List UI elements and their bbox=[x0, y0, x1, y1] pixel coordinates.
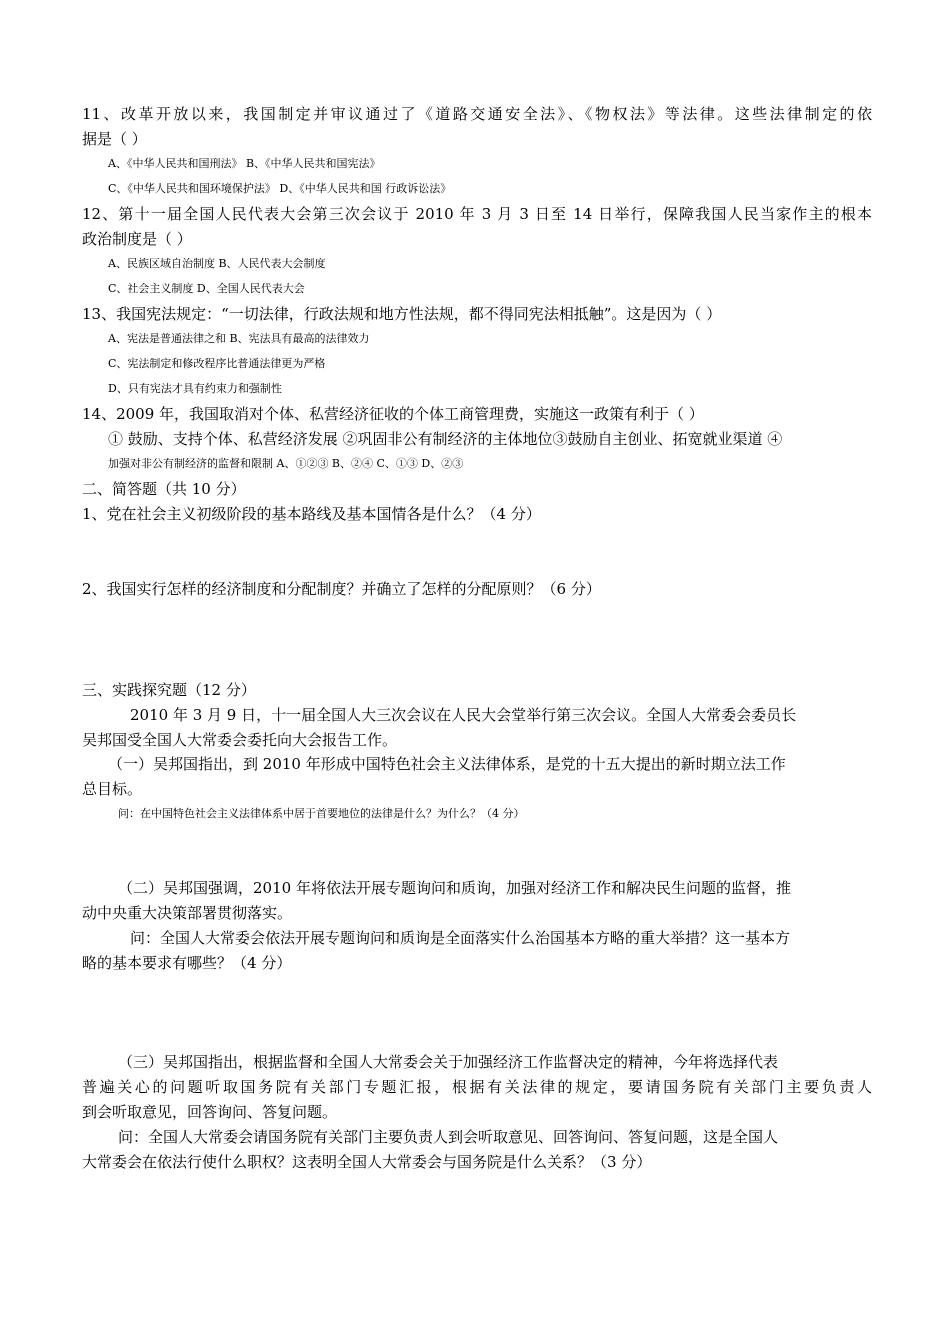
q12-options-cd: C、社会主义制度 D、全国人民代表大会 bbox=[108, 282, 305, 295]
part3-line3: 到会听取意见，回答询问、答复问题。 bbox=[82, 1103, 338, 1121]
section2-question-2: 2、我国实行怎样的经济制度和分配制度？并确立了怎样的分配原则？（6 分） bbox=[82, 580, 601, 598]
part2-question-line1: 问：全国人大常委会依法开展专题询问和质询是全面落实什么治国基本方略的重大举措？这一基本方 bbox=[130, 929, 791, 947]
section3-intro-line1: 2010 年 3 月 9 日，十一届全国人大三次会议在人民大会堂举行第三次会议。全国人大常委会委员长 bbox=[130, 706, 797, 724]
part1-line1: （一）吴邦国指出，到 2010 年形成中国特色社会主义法律体系，是党的十五大提出的新时期立法工作 bbox=[108, 755, 786, 773]
q14-line2: ① 鼓励、支持个体、私营经济发展 ②巩固非公有制经济的主体地位③鼓励自主创业、拓宽就业渠道 ④ bbox=[108, 430, 783, 448]
part1-question: 问：在中国特色社会主义法律体系中居于首要地位的法律是什么？为什么？（4 分） bbox=[118, 807, 525, 820]
q12-stem-line1: 12、第十一届全国人民代表大会第三次会议于 2010 年 3 月 3 日至 14 日举行，保障我国人民当家作主的根本 bbox=[82, 205, 872, 223]
q13-option-c: C、宪法制定和修改程序比普通法律更为严格 bbox=[108, 357, 326, 370]
q14-line3: 加强对非公有制经济的监督和限制 A、①②③ B、②④ C、①③ D、②③ bbox=[108, 457, 464, 470]
q13-option-d: D、只有宪法才具有约束力和强制性 bbox=[108, 382, 282, 395]
section3-intro-line2: 吴邦国受全国人大常委会委托向大会报告工作。 bbox=[82, 731, 398, 749]
part3-question-line2: 大常委会在依法行使什么职权？这表明全国人大常委会与国务院是什么关系？（3 分） bbox=[82, 1153, 652, 1171]
q11-options-ab: A、《中华人民共和国刑法》 B、《中华人民共和国宪法》 bbox=[108, 157, 381, 170]
section2-title: 二、简答题（共 10 分） bbox=[82, 480, 246, 498]
section3-title: 三、实践探究题（12 分） bbox=[82, 681, 256, 699]
part3-line2: 普遍关心的问题听取国务院有关部门专题汇报，根据有关法律的规定，要请国务院有关部门主要负责人 bbox=[82, 1078, 872, 1096]
q12-stem-line2: 政治制度是（ ） bbox=[82, 230, 192, 248]
q12-options-ab: A、民族区域自治制度 B、人民代表大会制度 bbox=[108, 257, 326, 270]
part1-line2: 总目标。 bbox=[82, 780, 143, 798]
q11-stem-line2: 据是（ ） bbox=[82, 130, 147, 148]
part3-question-line1: 问：全国人大常委会请国务院有关部门主要负责人到会听取意见、回答询问、答复问题，这是全国人 bbox=[118, 1128, 779, 1146]
q11-options-cd: C、《中华人民共和国环境保护法》 D、《中华人民共和国 行政诉讼法》 bbox=[108, 182, 452, 195]
q14-stem: 14、2009 年，我国取消对个体、私营经济征收的个体工商管理费，实施这一政策有利于（ ） bbox=[82, 405, 704, 423]
part2-line2: 动中央重大决策部署贯彻落实。 bbox=[82, 904, 293, 922]
part3-line1: （三）吴邦国指出，根据监督和全国人大常委会关于加强经济工作监督决定的精神，今年将选择代表 bbox=[118, 1053, 779, 1071]
q13-stem: 13、我国宪法规定：“一切法律，行政法规和地方性法规，都不得同宪法相抵触”。这是因为（ ） bbox=[82, 305, 722, 323]
part2-question-line2: 略的基本要求有哪些？（4 分） bbox=[82, 954, 292, 972]
q11-stem-line1: 11、改革开放以来，我国制定并审议通过了《道路交通安全法》、《物权法》等法律。这些法律制定的依 bbox=[82, 105, 872, 123]
part2-line1: （二）吴邦国强调，2010 年将依法开展专题询问和质询，加强对经济工作和解决民生问题的监督，推 bbox=[118, 879, 791, 897]
q13-options-ab: A、宪法是普通法律之和 B、宪法具有最高的法律效力 bbox=[108, 332, 370, 345]
section2-question-1: 1、党在社会主义初级阶段的基本路线及基本国情各是什么？（4 分） bbox=[82, 505, 541, 523]
